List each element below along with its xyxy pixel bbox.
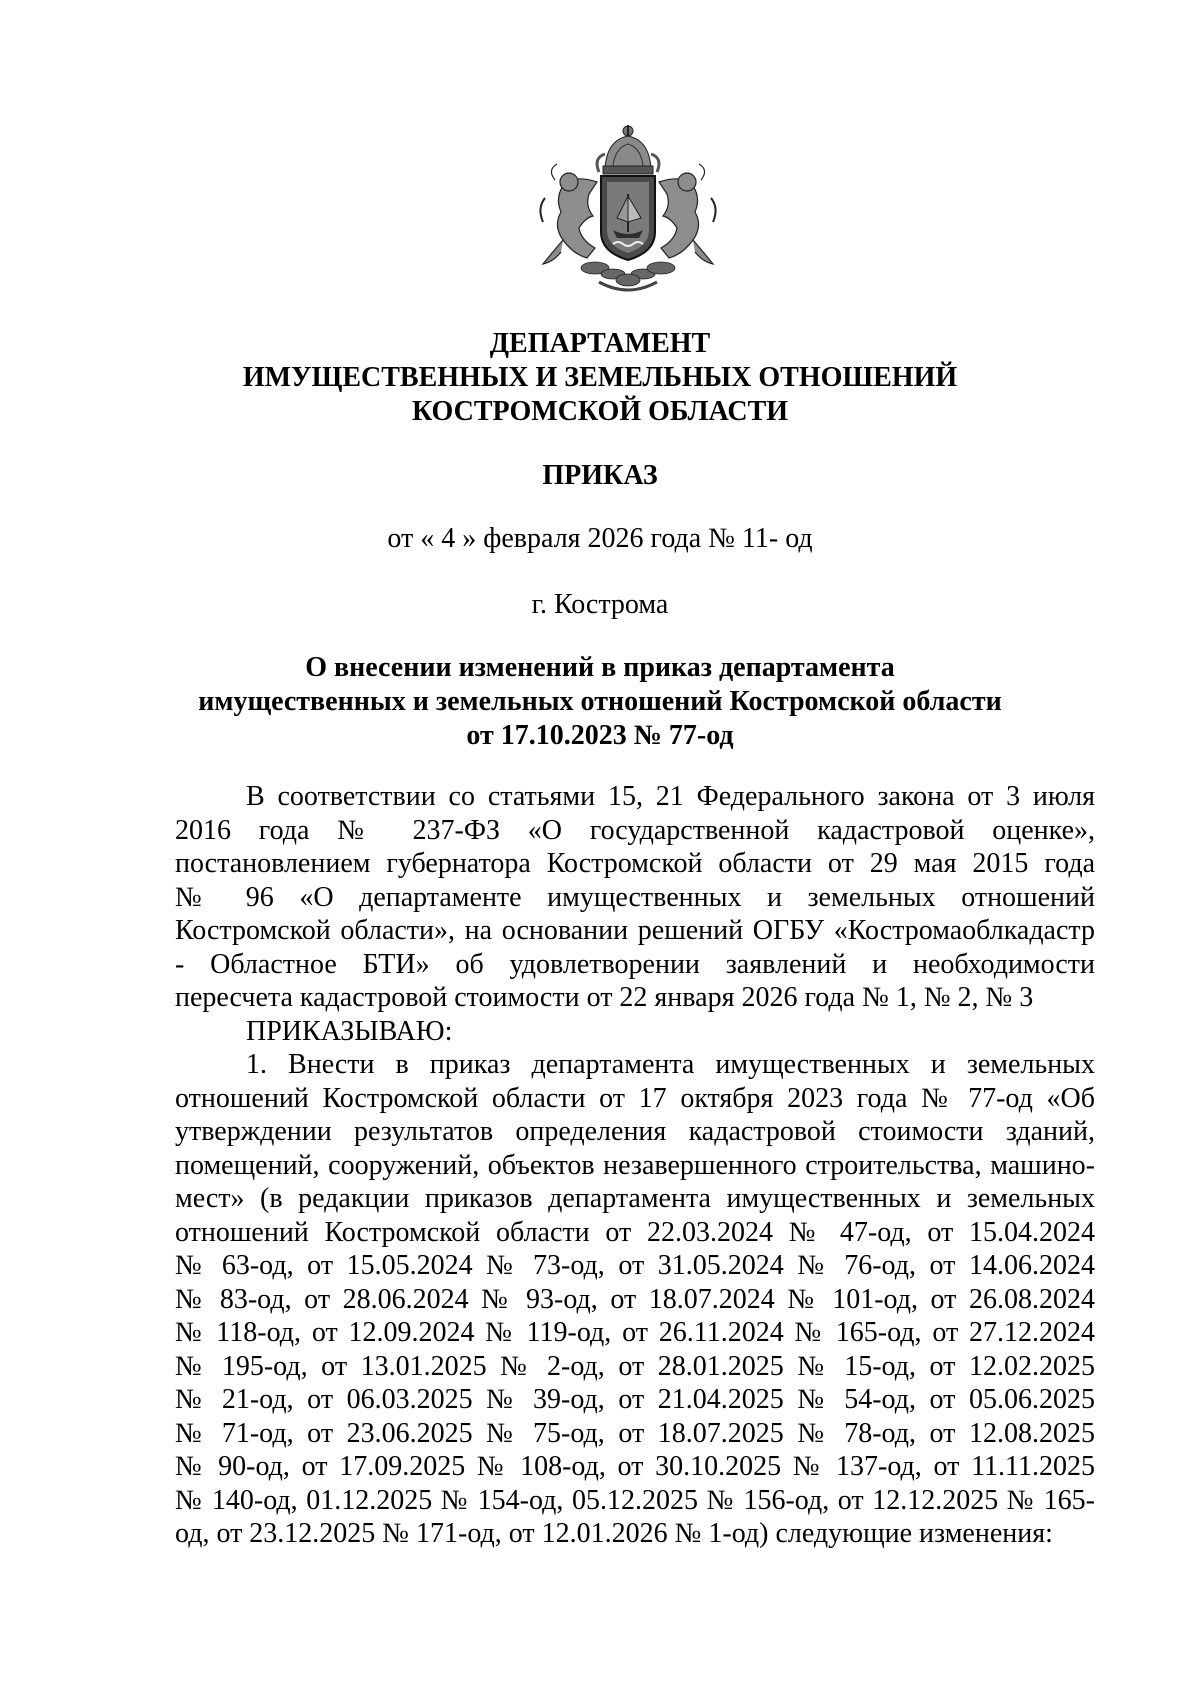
text-line: № 96 «О департаменте имущественных и земельных отношений (175, 881, 1095, 913)
text-line: № 71-од, от 23.06.2025 № 75-од, от 18.07.2025 № 78-од, от 12.08.2025 (175, 1417, 1095, 1449)
document-body (175, 780, 1095, 1551)
order-date-number: от « 4 » февраля 2026 года № 11- од (387, 523, 813, 554)
subject-line-1: О внесении изменений в приказ департамента (305, 652, 895, 683)
text-line: В соответствии со статьями 15, 21 Федерального закона от 3 июля (246, 781, 1095, 812)
text-line: 2016 года № 237-ФЗ «О государственной кадастровой оценке», (175, 814, 1095, 846)
header-line-3: КОСТРОМСКОЙ ОБЛАСТИ (411, 396, 789, 427)
item-1-paragraph (175, 1048, 1095, 1551)
header-line-2: ИМУЩЕСТВЕННЫХ И ЗЕМЕЛЬНЫХ ОТНОШЕНИЙ (242, 362, 958, 393)
header-line-1: ДЕПАРТАМЕНТ (489, 328, 711, 359)
text-line: пересчета кадастровой стоимости от 22 января 2026 года № 1, № 2, № 3 (175, 982, 1034, 1013)
text-line: мест» (в редакции приказов департамента имущественных и земельных (175, 1183, 1095, 1214)
order-subject (0, 651, 1200, 753)
subject-line-3: от 17.10.2023 № 77-од (466, 720, 734, 751)
text-line: утверждении результатов определения кадастровой стоимости зданий, (175, 1116, 1095, 1147)
text-line: № 195-од, от 13.01.2025 № 2-од, от 28.01.2025 № 15-од, от 12.02.2025 (175, 1350, 1095, 1382)
text-line: отношений Костромской области от 17 октября 2023 года № 77-од «Об (175, 1082, 1095, 1114)
text-line: № 21-од, от 06.03.2025 № 39-од, от 21.04.2025 № 54-од, от 05.06.2025 (175, 1384, 1095, 1415)
text-line: отношений Костромской области от 22.03.2024 № 47-од, от 15.04.2024 (175, 1216, 1095, 1248)
document-title: ПРИКАЗ (542, 460, 658, 491)
order-city: г. Кострома (531, 589, 669, 620)
text-line: № 63-од, от 15.05.2024 № 73-од, от 31.05.2024 № 76-од, от 14.06.2024 (175, 1250, 1095, 1281)
text-line: № 90-од, от 17.09.2025 № 108-од, от 30.10.2025 № 137-од, от 11.11.2025 (175, 1451, 1095, 1482)
text-line: Костромской области», на основании решений ОГБУ «Костромаоблкадастр (175, 915, 1095, 946)
coat-of-arms-icon (533, 122, 723, 297)
text-line: № 140-од, 01.12.2025 № 154-од, 05.12.2025 № 156-од, от 12.12.2025 № 165- (175, 1484, 1095, 1516)
department-header (0, 327, 1200, 429)
text-line: № 118-од, от 12.09.2024 № 119-од, от 26.11.2024 № 165-од, от 27.12.2024 (175, 1317, 1095, 1348)
text-line: постановлением губернатора Костромской области от 29 мая 2015 года (175, 848, 1095, 879)
subject-line-2: имущественных и земельных отношений Костромской области (198, 686, 1002, 717)
text-line: № 83-од, от 28.06.2024 № 93-од, от 18.07.2024 № 101-од, от 26.08.2024 (175, 1283, 1095, 1315)
text-line: 1. Внести в приказ департамента имущественных и земельных (246, 1049, 1095, 1080)
order-command: ПРИКАЗЫВАЮ: (246, 1015, 453, 1047)
text-line: - Областное БТИ» об удовлетворении заявлений и необходимости (175, 948, 1095, 980)
text-line: помещений, сооружений, объектов незавершенного строительства, машино- (175, 1149, 1095, 1181)
preamble-paragraph (175, 780, 1095, 1015)
text-line: од, от 23.12.2025 № 171-од, от 12.01.2026 № 1-од) следующие изменения: (175, 1518, 1053, 1549)
